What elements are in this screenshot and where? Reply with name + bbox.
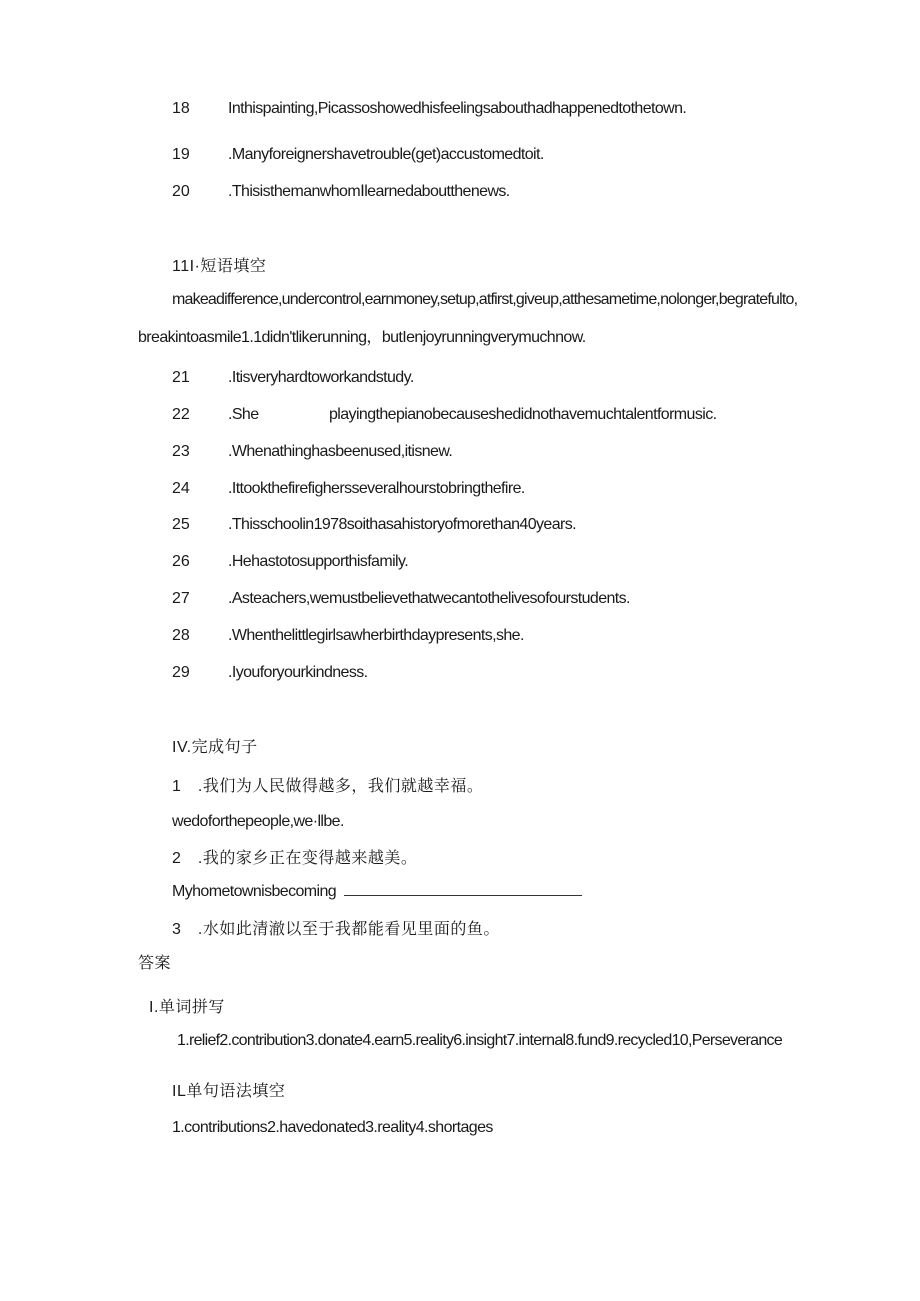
item-number-24: 24 [172,480,190,497]
item-text-22-b: playingthepianobecauseshedidnothavemuchtalentformusic. [329,406,717,423]
item-text-27: .Asteachers,wemustbelievethatwecantothelivesofourstudents. [228,590,630,607]
item-text-22-a: .She [228,406,259,423]
q3-chinese: 3 .水如此清澈以至于我都能看见里面的鱼。 [172,921,500,938]
item-number-26: 26 [172,553,190,570]
q1-chinese: 1 .我们为人民做得越多，我们就越幸福。 [172,778,484,795]
phrase-bank-line2: breakintoasmile1.1didn'tlikerunning，butIenjoyrunningverymuchnow. [138,329,586,346]
item-number-21: 21 [172,369,190,386]
item-text-20: .ThisisthemanwhomⅠlearnedaboutthenews. [228,183,510,200]
item-number-19: 19 [172,146,190,163]
answers-title: 答案 [138,955,172,972]
item-number-20: 20 [172,183,190,200]
answers-part2-text: 1.contributions2.havedonated3.reality4.shortages [172,1119,493,1136]
item-number-22: 22 [172,406,190,423]
item-text-19: .Manyforeignershavetrouble(get)accustomedtoit. [228,146,544,163]
item-number-18: 18 [172,100,190,117]
q2-english [172,882,582,902]
item-number-25: 25 [172,516,190,533]
item-number-28: 28 [172,627,190,644]
item-number-23: 23 [172,443,190,460]
q2-english-text: Myhometownisbecoming [172,883,337,900]
section4-heading: IV.完成句子 [172,739,258,756]
answers-part1-text: 1.relief2.contribution3.donate4.earn5.reality6.insight7.internal8.fund9.recycled10,Perseverance [177,1032,783,1049]
item-text-29: .Iyouforyourkindness. [228,664,368,681]
q2-answer-blank [344,883,582,896]
item-text-21: .Itisveryhardtoworkandstudy. [228,369,414,386]
item-text-18: Inthispainting,Picassoshowedhisfeelingsabouthadhappenedtothetown. [228,100,687,117]
item-text-28: .Whenthelittlegirlsawherbirthdaypresents,she. [228,627,524,644]
item-text-26: .Hehastotosupporthisfamily. [228,553,409,570]
item-number-27: 27 [172,590,190,607]
item-text-24: .Ittookthefirefighersseveralhourstobringthefire. [228,480,525,497]
answers-part2-heading: IL单句语法填空 [172,1083,286,1100]
section3-heading: 11I·短语填空 [172,258,267,275]
item-text-25: .Thisschoolin1978soithasahistoryofmorethan40years. [228,516,576,533]
phrase-bank-line1: makeadifference,undercontrol,earnmoney,setup,atfirst,giveup,atthesametime,nolonger,begratefulto, [172,291,798,308]
answers-part1-heading: I.单词拼写 [149,999,225,1016]
item-number-29: 29 [172,664,190,681]
q1-english: wedoforthepeople,we·llbe. [172,813,344,830]
item-text-23: .Whenathinghasbeenused,itisnew. [228,443,453,460]
q2-chinese: 2 .我的家乡正在变得越来越美。 [172,850,418,867]
